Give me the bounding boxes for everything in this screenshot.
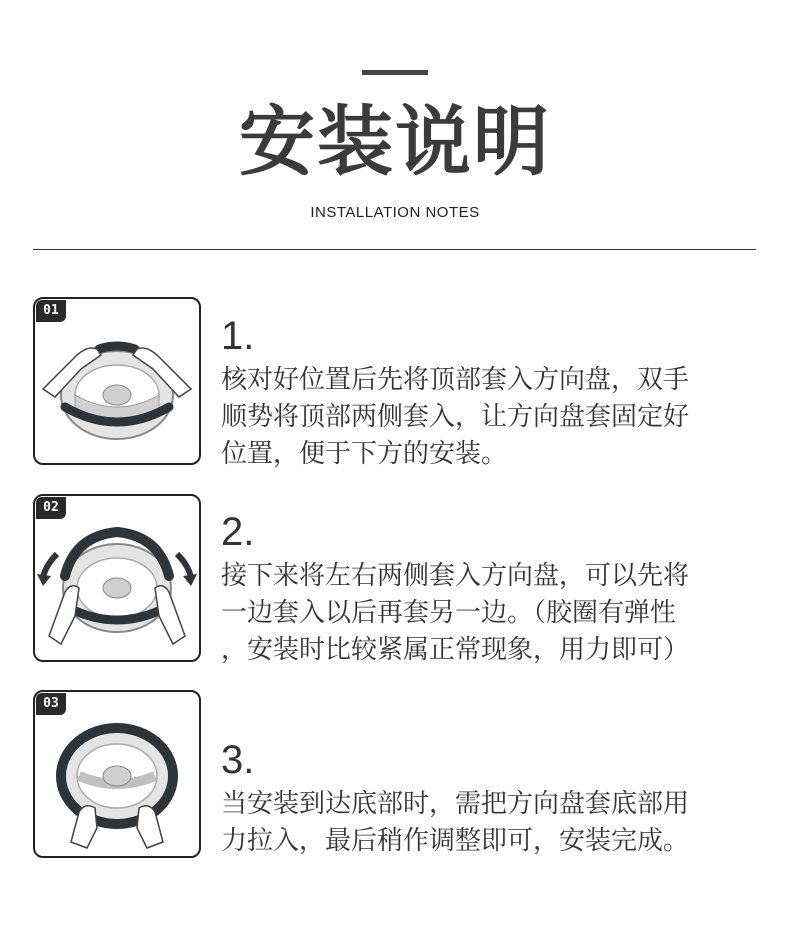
step-2-badge: 02 xyxy=(36,497,66,519)
step-1-badge: 01 xyxy=(36,300,66,322)
step-3-text: 当安装到达底部时，需把方向盘套底部用 力拉入，最后稍作调整即可，安装完成。 xyxy=(221,789,690,856)
step-2-illustration xyxy=(33,494,201,662)
step-3-illustration xyxy=(33,690,201,858)
step-3-number: 3. xyxy=(221,738,255,782)
steering-wheel-bottom-icon xyxy=(35,692,199,856)
page-subtitle: INSTALLATION NOTES xyxy=(310,204,480,221)
steering-wheel-top-icon xyxy=(35,299,199,463)
step-3-badge: 03 xyxy=(36,693,66,715)
header-divider xyxy=(33,249,756,250)
title-accent-bar xyxy=(362,70,428,75)
page-title: 安装说明 xyxy=(239,97,551,186)
step-2-text: 接下来将左右两侧套入方向盘，可以先将 一边套入以后再套另一边。（胶圈有弹性 ，安装时比较紧属正常现象，用力即可） xyxy=(221,561,690,665)
step-1-number: 1. xyxy=(221,314,255,358)
step-1-text: 核对好位置后先将顶部套入方向盘，双手 顺势将顶部两侧套入，让方向盘套固定好 位置，便于下方的安装。 xyxy=(221,365,690,469)
steering-wheel-sides-icon xyxy=(35,496,199,660)
step-2-number: 2. xyxy=(221,510,255,554)
step-1-illustration xyxy=(33,297,201,465)
